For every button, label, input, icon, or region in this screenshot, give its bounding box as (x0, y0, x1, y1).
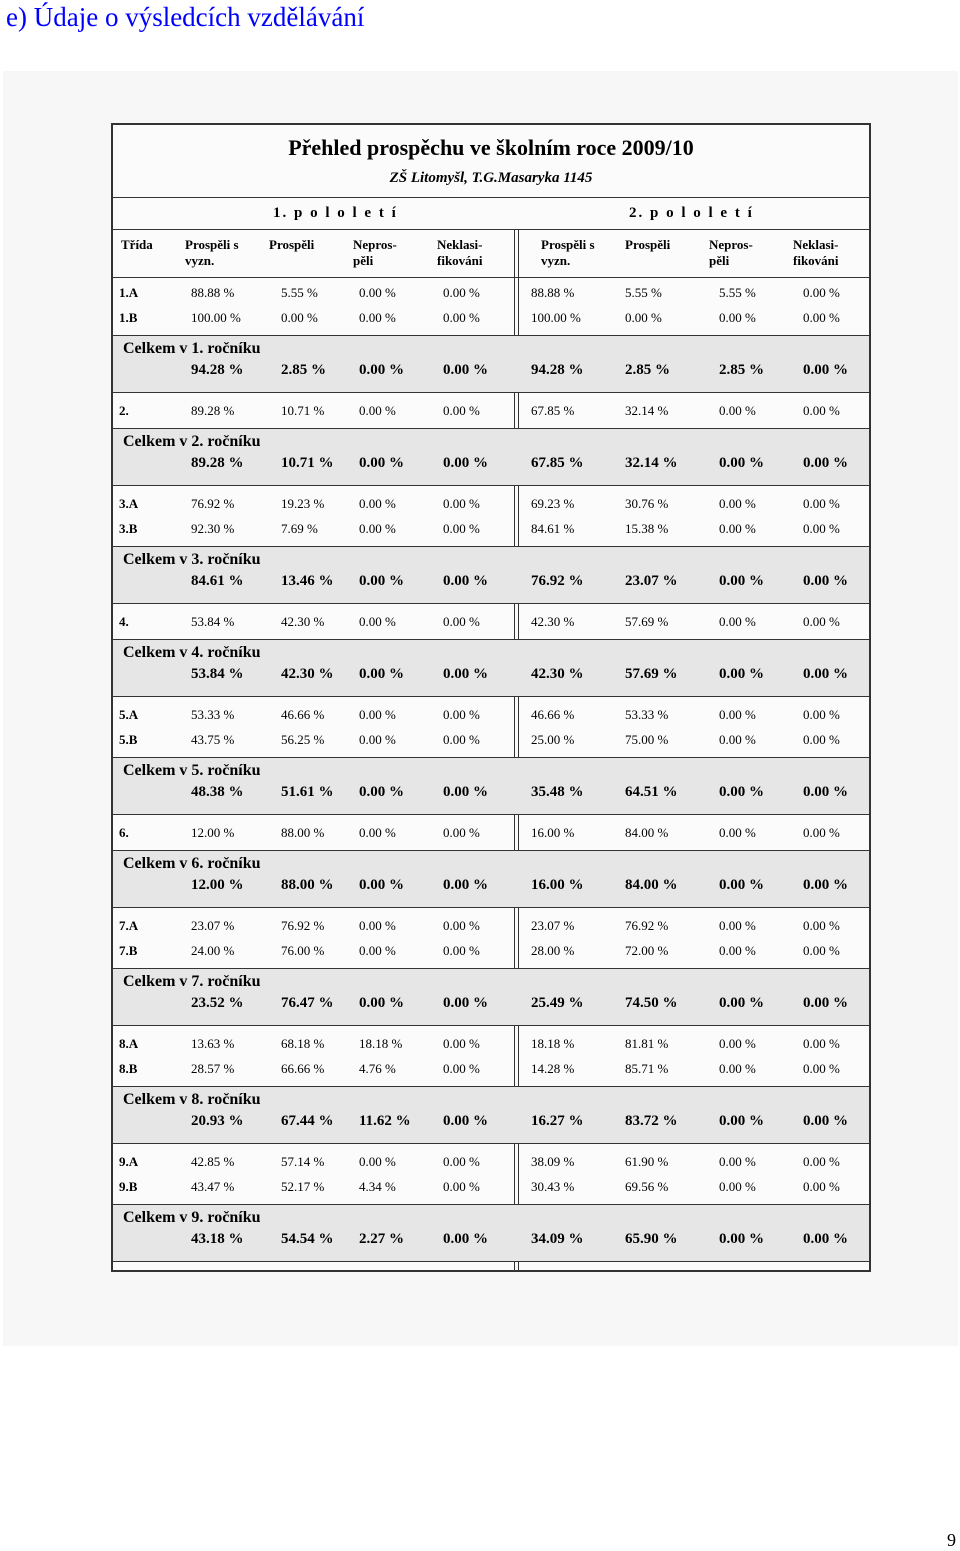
percent-cell: 0.00 % (359, 732, 396, 747)
percent-cell: 100.00 % (191, 310, 241, 325)
summary-percent-cell: 0.00 % (803, 877, 848, 893)
percent-cell: 0.00 % (443, 614, 480, 629)
percent-cell: 0.00 % (359, 918, 396, 933)
summary-percent-cell: 0.00 % (359, 877, 404, 893)
percent-cell: 0.00 % (803, 707, 840, 722)
summary-percent-cell: 94.28 % (531, 362, 584, 378)
summary-label: Celkem v 1. ročníku (123, 340, 261, 357)
percent-cell: 0.00 % (719, 1179, 756, 1194)
summary-percent-cell: 23.07 % (625, 573, 678, 589)
results-table (111, 123, 871, 1272)
percent-cell: 0.00 % (359, 614, 396, 629)
summary-percent-cell: 11.62 % (359, 1113, 411, 1129)
table-row (113, 939, 869, 963)
divider (113, 197, 869, 198)
percent-cell: 42.30 % (531, 614, 575, 629)
summary-percent-cell: 0.00 % (803, 666, 848, 682)
percent-cell: 23.07 % (191, 918, 235, 933)
percent-cell: 88.88 % (531, 285, 575, 300)
percent-cell: 69.56 % (625, 1179, 669, 1194)
header-neprospeli-2: Nepros- pěli (709, 237, 753, 268)
header-prospeli-vyzn-2: Prospěli s vyzn. (541, 237, 595, 268)
summary-percent-cell: 43.18 % (191, 1231, 244, 1247)
summary-percent-cell: 74.50 % (625, 995, 678, 1011)
percent-cell: 0.00 % (803, 310, 840, 325)
summary-percent-cell: 76.92 % (531, 573, 584, 589)
summary-percent-cell: 53.84 % (191, 666, 244, 682)
percent-cell: 0.00 % (625, 310, 662, 325)
table-row (113, 281, 869, 305)
summary-percent-cell: 0.00 % (443, 362, 488, 378)
summary-percent-cell: 0.00 % (803, 1231, 848, 1247)
summary-row (113, 968, 869, 1026)
percent-cell: 0.00 % (719, 1154, 756, 1169)
percent-cell: 32.14 % (625, 403, 669, 418)
percent-cell: 4.76 % (359, 1061, 396, 1076)
percent-cell: 88.00 % (281, 825, 325, 840)
divider (113, 229, 869, 230)
percent-cell: 0.00 % (443, 403, 480, 418)
class-label: 9.B (119, 1179, 138, 1194)
summary-percent-cell: 84.00 % (625, 877, 678, 893)
percent-cell: 92.30 % (191, 521, 235, 536)
summary-percent-cell: 0.00 % (719, 1113, 764, 1129)
table-row (113, 1032, 869, 1056)
percent-cell: 100.00 % (531, 310, 581, 325)
percent-cell: 67.85 % (531, 403, 575, 418)
class-label: 3.A (119, 496, 139, 511)
percent-cell: 0.00 % (443, 496, 480, 511)
percent-cell: 84.00 % (625, 825, 669, 840)
percent-cell: 18.18 % (359, 1036, 403, 1051)
percent-cell: 0.00 % (719, 403, 756, 418)
percent-cell: 76.92 % (281, 918, 325, 933)
percent-cell: 5.55 % (719, 285, 756, 300)
percent-cell: 76.92 % (625, 918, 669, 933)
summary-label: Celkem v 5. ročníku (123, 762, 261, 779)
percent-cell: 0.00 % (443, 1036, 480, 1051)
summary-percent-cell: 0.00 % (803, 1113, 848, 1129)
percent-cell: 0.00 % (803, 1154, 840, 1169)
summary-row (113, 1086, 869, 1144)
summary-label: Celkem v 9. ročníku (123, 1209, 261, 1226)
header-prospeli-vyzn-1: Prospěli s vyzn. (185, 237, 239, 268)
summary-percent-cell: 0.00 % (719, 666, 764, 682)
percent-cell: 0.00 % (719, 825, 756, 840)
percent-cell: 0.00 % (803, 496, 840, 511)
percent-cell: 0.00 % (719, 310, 756, 325)
class-label: 1.A (119, 285, 139, 300)
percent-cell: 42.85 % (191, 1154, 235, 1169)
percent-cell: 0.00 % (719, 1036, 756, 1051)
semester-2-label: 2. p o l o l e t í (629, 205, 754, 221)
percent-cell: 0.00 % (803, 285, 840, 300)
percent-cell: 0.00 % (359, 943, 396, 958)
table-row (113, 728, 869, 752)
summary-percent-cell: 0.00 % (359, 784, 404, 800)
percent-cell: 0.00 % (443, 521, 480, 536)
summary-row (113, 757, 869, 815)
percent-cell: 88.88 % (191, 285, 235, 300)
summary-percent-cell: 42.30 % (281, 666, 334, 682)
page-heading: e) Údaje o výsledcích vzdělávání (6, 2, 365, 32)
table-row (113, 306, 869, 330)
percent-cell: 0.00 % (803, 521, 840, 536)
document-title: Přehled prospěchu ve školním roce 2009/10 (288, 135, 694, 160)
summary-percent-cell: 0.00 % (803, 455, 848, 471)
summary-label: Celkem v 3. ročníku (123, 551, 261, 568)
summary-percent-cell: 0.00 % (719, 877, 764, 893)
summary-percent-cell: 83.72 % (625, 1113, 678, 1129)
table-row (113, 1150, 869, 1174)
class-label: 6. (119, 825, 129, 840)
percent-cell: 0.00 % (443, 1154, 480, 1169)
percent-cell: 19.23 % (281, 496, 325, 511)
summary-percent-cell: 94.28 % (191, 362, 244, 378)
percent-cell: 0.00 % (443, 943, 480, 958)
percent-cell: 76.00 % (281, 943, 325, 958)
percent-cell: 43.47 % (191, 1179, 235, 1194)
percent-cell: 42.30 % (281, 614, 325, 629)
percent-cell: 0.00 % (719, 707, 756, 722)
percent-cell: 0.00 % (719, 521, 756, 536)
summary-percent-cell: 0.00 % (359, 995, 404, 1011)
class-label: 1.B (119, 310, 138, 325)
summary-percent-cell: 20.93 % (191, 1113, 244, 1129)
percent-cell: 0.00 % (803, 732, 840, 747)
percent-cell: 0.00 % (803, 1036, 840, 1051)
percent-cell: 0.00 % (359, 521, 396, 536)
percent-cell: 30.43 % (531, 1179, 575, 1194)
table-row (113, 517, 869, 541)
percent-cell: 46.66 % (531, 707, 575, 722)
class-label: 3.B (119, 521, 138, 536)
summary-percent-cell: 0.00 % (719, 784, 764, 800)
summary-percent-cell: 0.00 % (803, 573, 848, 589)
summary-percent-cell: 88.00 % (281, 877, 334, 893)
summary-percent-cell: 34.09 % (531, 1231, 584, 1247)
summary-percent-cell: 0.00 % (719, 1231, 764, 1247)
summary-percent-cell: 25.49 % (531, 995, 584, 1011)
summary-percent-cell: 0.00 % (359, 573, 404, 589)
class-label: 9.A (119, 1154, 139, 1169)
header-prospeli-2: Prospěli (625, 237, 671, 252)
table-row (113, 1057, 869, 1081)
percent-cell: 30.76 % (625, 496, 669, 511)
summary-percent-cell: 35.48 % (531, 784, 584, 800)
summary-label: Celkem v 6. ročníku (123, 855, 261, 872)
summary-percent-cell: 23.52 % (191, 995, 244, 1011)
percent-cell: 0.00 % (443, 918, 480, 933)
percent-cell: 53.33 % (191, 707, 235, 722)
summary-percent-cell: 64.51 % (625, 784, 678, 800)
percent-cell: 0.00 % (803, 825, 840, 840)
summary-percent-cell: 0.00 % (443, 1231, 488, 1247)
summary-percent-cell: 0.00 % (443, 573, 488, 589)
percent-cell: 0.00 % (443, 707, 480, 722)
percent-cell: 57.14 % (281, 1154, 325, 1169)
summary-percent-cell: 16.00 % (531, 877, 584, 893)
percent-cell: 28.57 % (191, 1061, 235, 1076)
table-row (113, 492, 869, 516)
percent-cell: 0.00 % (359, 707, 396, 722)
percent-cell: 5.55 % (625, 285, 662, 300)
percent-cell: 5.55 % (281, 285, 318, 300)
percent-cell: 0.00 % (803, 403, 840, 418)
percent-cell: 68.18 % (281, 1036, 325, 1051)
percent-cell: 52.17 % (281, 1179, 325, 1194)
percent-cell: 0.00 % (719, 496, 756, 511)
percent-cell: 18.18 % (531, 1036, 575, 1051)
summary-percent-cell: 0.00 % (359, 455, 404, 471)
summary-percent-cell: 76.47 % (281, 995, 334, 1011)
summary-percent-cell: 10.71 % (281, 455, 334, 471)
percent-cell: 0.00 % (719, 614, 756, 629)
summary-row (113, 1204, 869, 1262)
summary-percent-cell: 54.54 % (281, 1231, 334, 1247)
percent-cell: 0.00 % (443, 285, 480, 300)
percent-cell: 0.00 % (359, 1154, 396, 1169)
summary-percent-cell: 42.30 % (531, 666, 584, 682)
summary-percent-cell: 67.85 % (531, 455, 584, 471)
summary-percent-cell: 48.38 % (191, 784, 244, 800)
percent-cell: 53.33 % (625, 707, 669, 722)
percent-cell: 13.63 % (191, 1036, 235, 1051)
class-label: 4. (119, 614, 129, 629)
table-row (113, 399, 869, 423)
summary-percent-cell: 2.85 % (719, 362, 764, 378)
percent-cell: 0.00 % (443, 1179, 480, 1194)
percent-cell: 0.00 % (443, 732, 480, 747)
summary-label: Celkem v 4. ročníku (123, 644, 261, 661)
percent-cell: 14.28 % (531, 1061, 575, 1076)
percent-cell: 23.07 % (531, 918, 575, 933)
header-prospeli-1: Prospěli (269, 237, 315, 252)
percent-cell: 0.00 % (719, 1061, 756, 1076)
percent-cell: 85.71 % (625, 1061, 669, 1076)
percent-cell: 0.00 % (359, 496, 396, 511)
class-label: 7.A (119, 918, 139, 933)
summary-label: Celkem v 2. ročníku (123, 433, 261, 450)
percent-cell: 0.00 % (281, 310, 318, 325)
summary-percent-cell: 89.28 % (191, 455, 244, 471)
class-label: 8.A (119, 1036, 139, 1051)
header-neklasifikovani-2: Neklasi- fikováni (793, 237, 839, 268)
summary-percent-cell: 0.00 % (719, 573, 764, 589)
percent-cell: 0.00 % (359, 310, 396, 325)
summary-percent-cell: 0.00 % (803, 362, 848, 378)
table-row (113, 703, 869, 727)
percent-cell: 69.23 % (531, 496, 575, 511)
summary-row (113, 546, 869, 604)
summary-percent-cell: 65.90 % (625, 1231, 678, 1247)
percent-cell: 0.00 % (719, 943, 756, 958)
summary-percent-cell: 0.00 % (719, 995, 764, 1011)
class-label: 5.A (119, 707, 139, 722)
summary-percent-cell: 0.00 % (443, 455, 488, 471)
summary-percent-cell: 0.00 % (443, 995, 488, 1011)
percent-cell: 0.00 % (719, 918, 756, 933)
percent-cell: 0.00 % (803, 1061, 840, 1076)
percent-cell: 0.00 % (803, 1179, 840, 1194)
class-label: 8.B (119, 1061, 138, 1076)
percent-cell: 0.00 % (443, 310, 480, 325)
summary-percent-cell: 0.00 % (443, 877, 488, 893)
summary-row (113, 850, 869, 908)
percent-cell: 28.00 % (531, 943, 575, 958)
class-label: 2. (119, 403, 129, 418)
class-label: 7.B (119, 943, 138, 958)
header-neklasifikovani-1: Neklasi- fikováni (437, 237, 483, 268)
summary-percent-cell: 16.27 % (531, 1113, 584, 1129)
percent-cell: 10.71 % (281, 403, 325, 418)
percent-cell: 84.61 % (531, 521, 575, 536)
percent-cell: 81.81 % (625, 1036, 669, 1051)
table-row (113, 1175, 869, 1199)
percent-cell: 89.28 % (191, 403, 235, 418)
summary-percent-cell: 13.46 % (281, 573, 334, 589)
percent-cell: 76.92 % (191, 496, 235, 511)
table-row (113, 610, 869, 634)
table-row (113, 821, 869, 845)
page-number: 9 (947, 1530, 956, 1550)
summary-percent-cell: 51.61 % (281, 784, 334, 800)
summary-percent-cell: 2.27 % (359, 1231, 404, 1247)
summary-row (113, 428, 869, 486)
percent-cell: 7.69 % (281, 521, 318, 536)
percent-cell: 0.00 % (443, 825, 480, 840)
percent-cell: 0.00 % (803, 943, 840, 958)
summary-percent-cell: 0.00 % (719, 455, 764, 471)
scanned-page (3, 71, 958, 1346)
summary-label: Celkem v 7. ročníku (123, 973, 261, 990)
percent-cell: 75.00 % (625, 732, 669, 747)
summary-percent-cell: 67.44 % (281, 1113, 334, 1129)
summary-percent-cell: 0.00 % (359, 666, 404, 682)
summary-percent-cell: 0.00 % (443, 1113, 488, 1129)
summary-percent-cell: 0.00 % (359, 362, 404, 378)
percent-cell: 43.75 % (191, 732, 235, 747)
percent-cell: 38.09 % (531, 1154, 575, 1169)
summary-percent-cell: 2.85 % (281, 362, 326, 378)
percent-cell: 46.66 % (281, 707, 325, 722)
summary-row (113, 335, 869, 393)
percent-cell: 12.00 % (191, 825, 235, 840)
percent-cell: 0.00 % (443, 1061, 480, 1076)
percent-cell: 53.84 % (191, 614, 235, 629)
percent-cell: 16.00 % (531, 825, 575, 840)
percent-cell: 57.69 % (625, 614, 669, 629)
summary-percent-cell: 0.00 % (803, 995, 848, 1011)
percent-cell: 56.25 % (281, 732, 325, 747)
header-trida: Třída (121, 237, 153, 252)
percent-cell: 0.00 % (359, 825, 396, 840)
percent-cell: 0.00 % (359, 285, 396, 300)
percent-cell: 15.38 % (625, 521, 669, 536)
summary-percent-cell: 2.85 % (625, 362, 670, 378)
percent-cell: 66.66 % (281, 1061, 325, 1076)
class-label: 5.B (119, 732, 138, 747)
summary-percent-cell: 12.00 % (191, 877, 244, 893)
summary-percent-cell: 0.00 % (803, 784, 848, 800)
summary-label: Celkem v 8. ročníku (123, 1091, 261, 1108)
percent-cell: 0.00 % (803, 614, 840, 629)
table-row (113, 914, 869, 938)
summary-percent-cell: 57.69 % (625, 666, 678, 682)
summary-percent-cell: 0.00 % (443, 784, 488, 800)
percent-cell: 0.00 % (719, 732, 756, 747)
percent-cell: 61.90 % (625, 1154, 669, 1169)
percent-cell: 0.00 % (803, 918, 840, 933)
percent-cell: 0.00 % (359, 403, 396, 418)
semester-1-label: 1. p o l o l e t í (273, 205, 398, 221)
header-neprospeli-1: Nepros- pěli (353, 237, 397, 268)
summary-row (113, 639, 869, 697)
document-subtitle: ZŠ Litomyšl, T.G.Masaryka 1145 (389, 170, 593, 186)
percent-cell: 72.00 % (625, 943, 669, 958)
divider (113, 277, 869, 278)
summary-percent-cell: 32.14 % (625, 455, 678, 471)
percent-cell: 25.00 % (531, 732, 575, 747)
percent-cell: 24.00 % (191, 943, 235, 958)
summary-percent-cell: 0.00 % (443, 666, 488, 682)
summary-percent-cell: 84.61 % (191, 573, 244, 589)
percent-cell: 4.34 % (359, 1179, 396, 1194)
